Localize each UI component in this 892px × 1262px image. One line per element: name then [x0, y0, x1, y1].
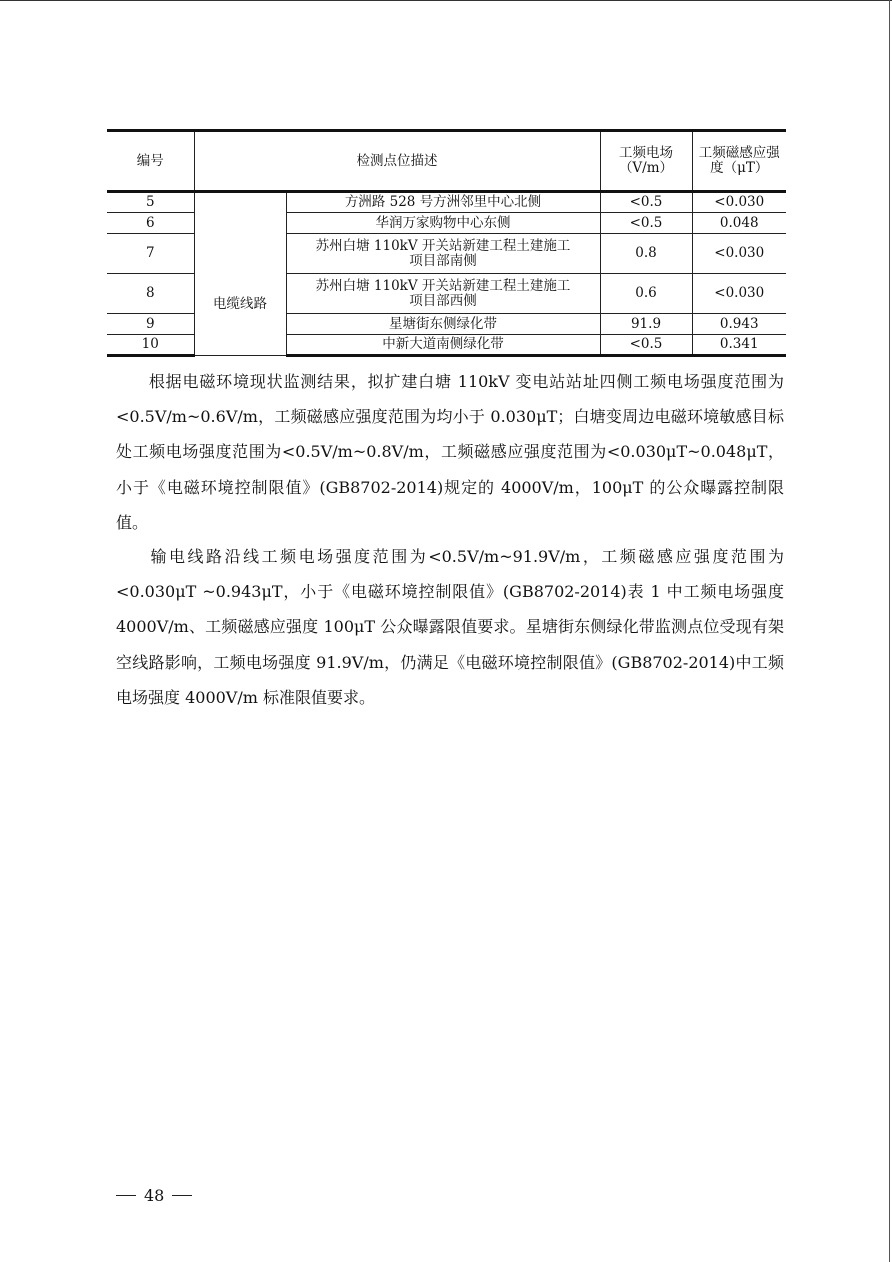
- row-description: 华润万家购物中心东侧: [286, 213, 600, 234]
- row-magnetic-field: 0.341: [692, 335, 786, 356]
- row-magnetic-field: 0.943: [692, 314, 786, 335]
- paragraph-line-results: [116, 539, 784, 715]
- row-no: 5: [107, 192, 194, 213]
- footer-dash-right: [172, 1195, 192, 1196]
- table-header-row: [107, 131, 786, 192]
- page-top-border: [0, 0, 892, 1]
- row-description: 苏州白塘 110kV 开关站新建工程土建施工项目部南侧: [286, 234, 600, 274]
- row-electric-field: 0.6: [600, 274, 692, 314]
- table-row: [107, 192, 786, 213]
- paragraph-text: 输电线路沿线工频电场强度范围为<0.5V/m~91.9V/m，工频磁感应强度范围为<0.030μT ~0.943μT，小于《电磁环境控制限值》(GB8702-2014)表 1 中工频电场强度 4000V/m、工频磁感应强度 100μT 公众曝露限值要求。星塘街东侧绿化带监测点位受现有架空线路影响，工频电场强度 91.9V/m，仍满足《电磁环境控制限值》(GB8702-2014)中工频电场强度 4000V/m 标准限值要求。: [116, 547, 784, 707]
- row-electric-field: 91.9: [600, 314, 692, 335]
- page-footer: [116, 1186, 192, 1205]
- row-magnetic-field: <0.030: [692, 192, 786, 213]
- page-number: 48: [144, 1186, 165, 1205]
- row-description: 星塘街东侧绿化带: [286, 314, 600, 335]
- row-electric-field: 0.8: [600, 234, 692, 274]
- row-description: 中新大道南侧绿化带: [286, 335, 600, 356]
- row-electric-field: <0.5: [600, 335, 692, 356]
- footer-dash-left: [116, 1195, 136, 1196]
- row-electric-field: <0.5: [600, 213, 692, 234]
- row-description: 方洲路 528 号方洲邻里中心北侧: [286, 192, 600, 213]
- monitoring-table: [107, 129, 786, 357]
- group-label: 电缆线路: [213, 295, 267, 312]
- row-no: 10: [107, 335, 194, 356]
- row-electric-field: <0.5: [600, 192, 692, 213]
- row-magnetic-field: <0.030: [692, 274, 786, 314]
- row-no: 8: [107, 274, 194, 314]
- row-magnetic-field: <0.030: [692, 234, 786, 274]
- group-label-cell: [194, 192, 286, 356]
- row-description: 苏州白塘 110kV 开关站新建工程土建施工项目部西侧: [286, 274, 600, 314]
- header-magnetic-field: 工频磁感应强度（μT）: [692, 131, 786, 192]
- header-no: 编号: [107, 131, 194, 192]
- header-electric-field: 工频电场（V/m）: [600, 131, 692, 192]
- page-right-border: [889, 0, 890, 1262]
- row-no: 9: [107, 314, 194, 335]
- header-description: 检测点位描述: [194, 131, 600, 192]
- paragraph-substation-results: [116, 364, 784, 540]
- row-magnetic-field: 0.048: [692, 213, 786, 234]
- paragraph-text: 根据电磁环境现状监测结果，拟扩建白塘 110kV 变电站站址四侧工频电场强度范围为<0.5V/m~0.6V/m，工频磁感应强度范围为均小于 0.030μT；白塘变周边电磁环境敏感目标处工频电场强度范围为<0.5V/m~0.8V/m，工频磁感应强度范围为<0.030μT~0.048μT，小于《电磁环境控制限值》(GB8702-2014)规定的 4000V/m，100μT 的公众曝露控制限值。: [116, 372, 784, 532]
- row-no: 7: [107, 234, 194, 274]
- row-no: 6: [107, 213, 194, 234]
